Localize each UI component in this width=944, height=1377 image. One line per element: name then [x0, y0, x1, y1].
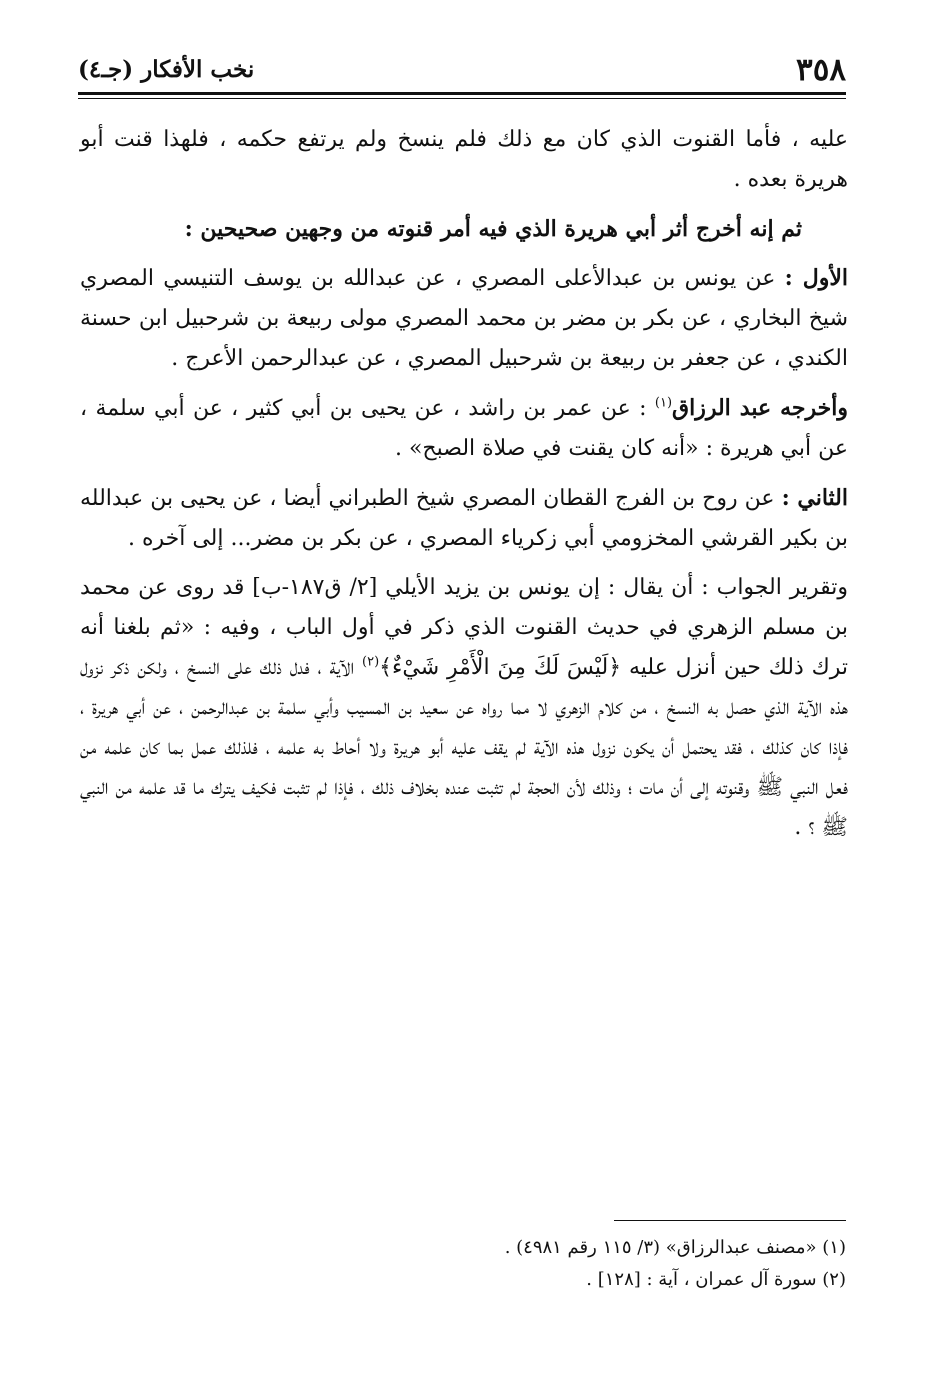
- footnote-separator: [614, 1220, 846, 1221]
- page-header: [78, 44, 846, 90]
- footnote-2: (٢) سورة آل عمران ، آية : [١٢٨] .: [586, 1269, 846, 1290]
- paragraph-1: عليه ، فأما القنوت الذي كان مع ذلك فلم ينسخ ولم يرتفع حكمه ، فلهذا قنت أبو هريرة بعده .: [80, 127, 848, 192]
- answer-text-b: الآية ، فدل ذلك على النسخ ، ولكن ذكر نزول هذه الآية الذي حصل به النسخ ، من كلام الزهري لا مما رواه عن سعيد بن المسيب وأبي سلمة بن عبدالرحمن ، عن أبي هريرة ، فإذا كان كذلك ، فقد يحتمل أن يكون نزول هذه الآية لم يقف عليه أبو هريرة ولا أحاط به علمه ، فلذلك عمل بما كان علمه من فعل النبي ﷺ وقنوته إلى أن مات ؛ وذلك لأن الحجة لم تثبت عنده بخلاف ذلك ، فإذا لم تثبت فكيف يترك ما قد علمه من النبي ﷺ ؟ .: [80, 655, 849, 840]
- footnote-ref-2[interactable]: (٢): [362, 654, 380, 670]
- main-text: [80, 120, 848, 857]
- second-chain-text: عن روح بن الفرج القطان المصري شيخ الطبراني أيضا ، عن يحيى بن عبدالله بن بكير القرشي المخزومي أبي زكرياء المصري ، عن بكر بن مضر... إلى آخره .: [80, 486, 848, 551]
- footnote-ref-1[interactable]: (١): [654, 395, 673, 411]
- paragraph-abdulrazzaq: [80, 388, 848, 469]
- footnote-1: (١) «مصنف عبدالرزاق» (٣/ ١١٥ رقم ٤٩٨١) .: [504, 1237, 846, 1258]
- abdulrazzaq-lead: وأخرجه عبد الرزاق: [672, 395, 848, 421]
- running-title: نخب الأفكار (جـ٤): [78, 56, 255, 83]
- first-chain-lead: الأول :: [784, 265, 848, 291]
- section-heading: ثم إنه أخرج أثر أبي هريرة الذي فيه أمر قنوته من وجهين صحيحين :: [184, 216, 802, 242]
- abdulrazzaq-text: : عن عمر بن راشد ، عن يحيى بن أبي كثير ، عن أبي سلمة ، عن أبي هريرة : «أنه كان يقنت في صلاة الصبح» .: [80, 396, 848, 461]
- answer-text-a: وتقرير الجواب : أن يقال : إن يونس بن يزيد الأيلي [٢/ ق١٨٧-ب] قد روى عن محمد بن مسلم الزهري في حديث القنوت الذي ذكر في أول الباب ، وفيه : «ثم بلغنا أنه ترك ذلك حين أنزل عليه ﴿لَيْسَ لَكَ مِنَ الْأَمْرِ شَيْءٌ﴾: [80, 575, 849, 680]
- header-rule-thick: [78, 92, 846, 95]
- page-number: ٣٥٨: [796, 52, 846, 88]
- header-rule-thin: [78, 98, 846, 99]
- first-chain-text: عن يونس بن عبدالأعلى المصري ، عن عبدالله بن يوسف التنيسي المصري شيخ البخاري ، عن بكر بن مضر بن محمد المصري مولى ربيعة بن شرحبيل ابن حسنة الكندي ، عن جعفر بن ربيعة بن شرحبيل المصري ، عن عبدالرحمن الأعرج .: [80, 266, 848, 371]
- paragraph-first-chain: [80, 258, 848, 379]
- paragraph-second-chain: [80, 478, 848, 559]
- footnotes: [80, 1232, 846, 1296]
- second-chain-lead: الثاني :: [781, 485, 848, 511]
- paragraph-answer: [80, 568, 848, 848]
